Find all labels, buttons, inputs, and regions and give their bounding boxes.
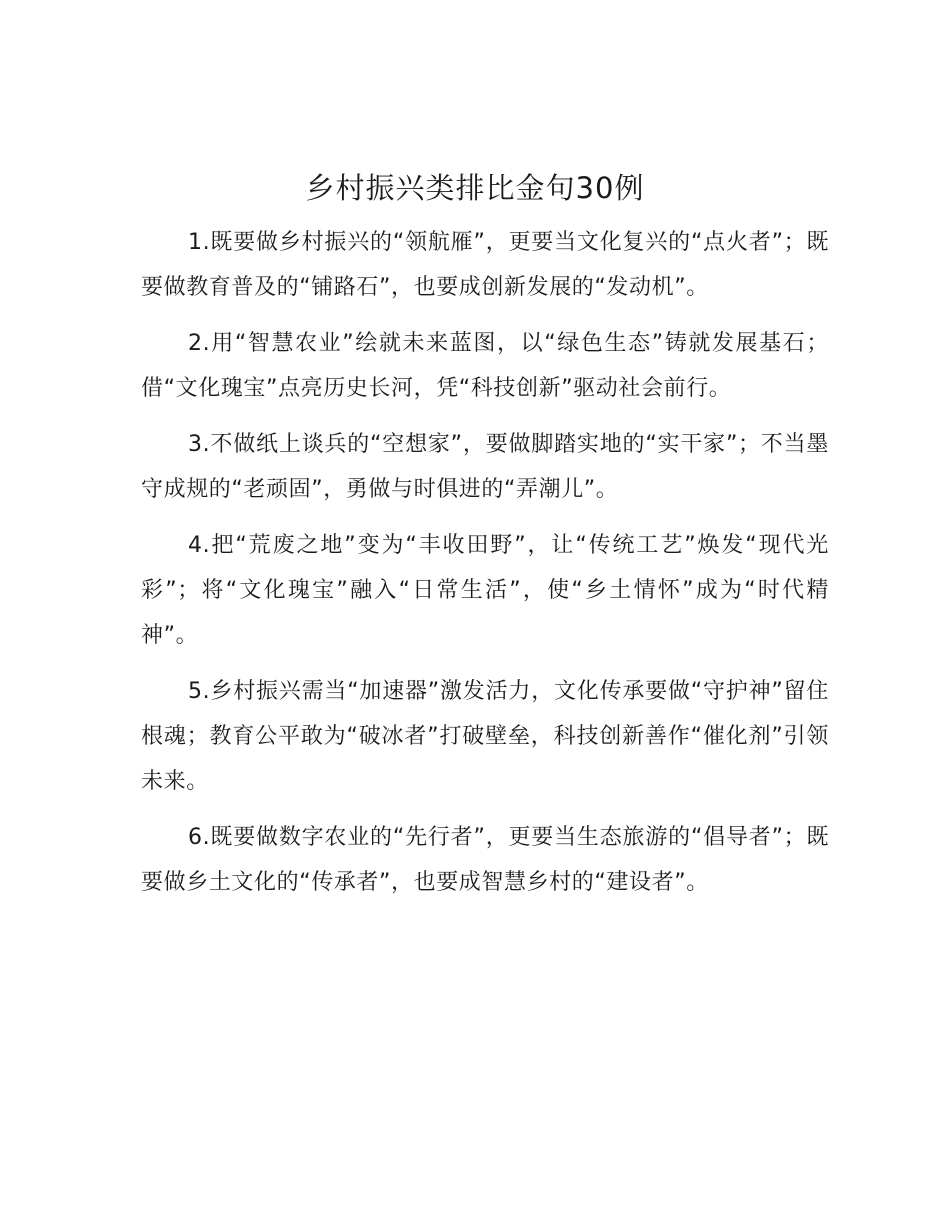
paragraph-5: 5.乡村振兴需当“加速器”激发活力，文化传承要做“守护神”留住根魂；教育公平敢为“破冰者”打破壁垒，科技创新善作“催化剂”引领未来。	[141, 679, 829, 794]
paragraph-3: 3.不做纸上谈兵的“空想家”，要做脚踏实地的“实干家”；不当墨守成规的“老顽固”，勇做与时俱进的“弄潮儿”。	[141, 432, 829, 502]
paragraph-1: 1.既要做乡村振兴的“领航雁”，更要当文化复兴的“点火者”；既要做教育普及的“铺路石”，也要成创新发展的“发动机”。	[141, 230, 829, 300]
paragraph-6: 6.既要做数字农业的“先行者”，更要当生态旅游的“倡导者”；既要做乡土文化的“传承者”，也要成智慧乡村的“建设者”。	[141, 825, 829, 895]
paragraph-2: 2.用“智慧农业”绘就未来蓝图，以“绿色生态”铸就发展基石；借“文化瑰宝”点亮历史长河，凭“科技创新”驱动社会前行。	[141, 331, 829, 401]
paragraph-4: 4.把“荒废之地”变为“丰收田野”，让“传统工艺”焕发“现代光彩”；将“文化瑰宝”融入“日常生活”，使“乡土情怀”成为“时代精神”。	[141, 533, 829, 648]
document-body	[141, 220, 829, 916]
document-title: 乡村振兴类排比金句30例	[305, 171, 645, 205]
